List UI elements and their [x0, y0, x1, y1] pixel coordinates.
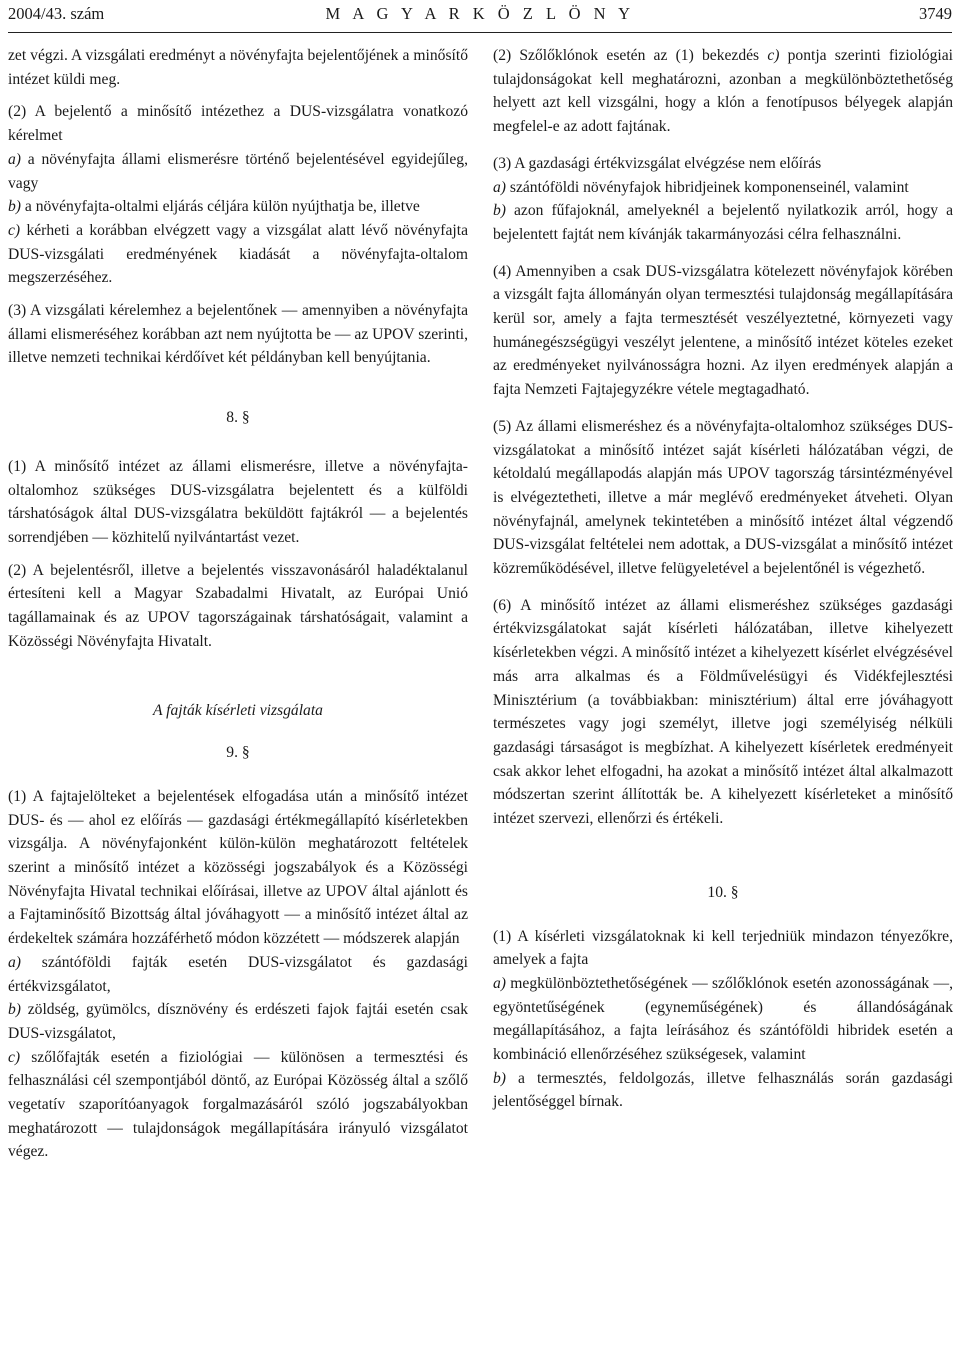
list-item: a) szántóföldi fajták esetén DUS-vizsgálatot és gazdasági értékvizsgálatot,: [8, 953, 468, 995]
paragraph: (3) A gazdasági értékvizsgálat elvégzése nem előírás: [493, 154, 822, 172]
paragraph: (2) Szőlőklónok esetén az (1) bekezdés c) pontja szerinti fiziológiai tulajdonságokat kell meghatározni, azonban a megkülönböztethetőség helyett azt kell vizsgálni, hogy a klón a fenotípusos bélyegek alapján megfelel-e az adott fajtának.: [493, 47, 953, 136]
section-number: 10. §: [707, 883, 739, 901]
journal-title: M A G Y A R K Ö Z L Ö N Y: [325, 4, 635, 23]
section-number: 9. §: [226, 744, 250, 762]
item-label: c): [767, 47, 780, 64]
list-item: c) szőlőfajták esetén a fiziológiai — különösen a termesztési és felhasználási cél szempontjából döntő, az Európai Közösség által a szőlő vegetatív szaporítóanyagok forgalmazásáról szóló jogszabályokban meghatározott — tulajdonságok megállapítására irányuló vizsgálatot végez.: [8, 1048, 468, 1161]
left-column: [8, 44, 468, 1164]
list-item: b) a növényfajta-oltalmi eljárás céljára külön nyújthatja be, illetve: [8, 198, 420, 216]
item-label: a): [493, 974, 506, 992]
list-item: c) kérheti a korábban elvégzett vagy a vizsgálat alatt lévő növényfajta DUS-vizsgálati eredményének kiadását a növényfajta-oltalom megszerzéséhez.: [8, 221, 468, 287]
paragraph: (4) Amennyiben a csak DUS-vizsgálatra kötelezett növényfajok körében a vizsgált fajta állományán olyan termesztési tulajdonság megállapítására kerül sor, amely a fajta termesztését veszélyeztetné, környezeti vagy humánegészségügyi veszélyt jelentene, a minősítő intézet köteles ezeket az eredményeket nyilvánosságra hozni. Az ilyen eredmények alapján a fajta Nemzeti Fajtajegyzékre vétele megtagadható.: [493, 262, 953, 399]
item-label: a): [493, 178, 506, 196]
item-label: b): [8, 1001, 21, 1019]
item-label: b): [8, 198, 21, 216]
item-label: b): [493, 1069, 506, 1087]
page-header: [8, 2, 952, 33]
page-number: 3749: [919, 4, 952, 23]
list-item: a) a növényfajta állami elismerésre történő bejelentésével egyidejűleg, vagy: [8, 150, 468, 192]
item-label: a): [8, 150, 21, 168]
paragraph: (5) Az állami elismeréshez és a növényfajta-oltalomhoz szükséges DUS-vizsgálatokat a minősítő intézet saját kísérleti hálózatában végzi, de kétoldalú megállapodás alapján más UPOV tagország társintézményével is elvégeztetheti, illetve a már meglévő eredményeket átveheti. Olyan növényfajnál, amelynek tekintetében a minősítő intézet által végzendő DUS-vizsgálat feltételei nem adottak, a DUS-vizsgálat a minősítő intézet közreműködésével, illetve felügyeletével a bejelentőnél is végezhető.: [493, 417, 953, 578]
paragraph: (6) A minősítő intézet az állami elismeréshez szükséges gazdasági értékvizsgálatokat saját kísérleti hálózatában, illetve kihelyezett kísérletekben végzi. A minősítő intézet a kihelyezett kísérlet elvégzésével más arra alkalmas és a Földművelésügyi és Vidékfejlesztési Minisztérium (a továbbiakban: minisztérium) által erre jóváhagyott természetes vagy jogi személyt, illetve jogi személyiség nélküli gazdasági társaságot is megbízhat. A kihelyezett kísérletek eredményeit csak akkor lehet elfogadni, ha azokat a minősítő intézet által alkalmazott módszertan szerint állították be. A kihelyezett kísérleteket a minősítő intézet szervezi, ellenőrzi és értékeli.: [493, 596, 953, 828]
paragraph: (3) A vizsgálati kérelemhez a bejelentőnek — amennyiben a növényfajta állami elismeréséhez korábban azt nem nyújtotta be — az UPOV szerinti, illetve nemzeti technikai kérdőívet két példányban kell benyújtania.: [8, 302, 469, 367]
list-item: b) zöldség, gyümölcs, dísznövény és erdészeti fajok fajtái esetén csak DUS-vizsgálatot,: [8, 1001, 468, 1042]
item-label: a): [8, 953, 21, 971]
list-item: b) azon fűfajoknál, amelyeknél a bejelentő nyilatkozik arról, hogy a bejelentett fajtát nem kívánják takarmányozási célra felhasználni.: [493, 202, 953, 243]
section-number: 8. §: [226, 409, 250, 427]
paragraph: zet végzi. A vizsgálati eredményt a növényfajta bejelentőjének a minősítő intézet küldi meg.: [8, 47, 468, 88]
paragraph: (1) A minősítő intézet az állami elismerésre, illetve a növényfajta-oltalomhoz szükséges DUS-vizsgálatra bejelentett és a külföldi társhatóságok által DUS-vizsgálatra beküldött fajtákról — a bejelentés sorrendjében — közhitelű nyilvántartást vezet.: [8, 457, 468, 546]
paragraph: (2) A bejelentő a minősítő intézethez a DUS-vizsgálatra vonatkozó kérelmet: [8, 103, 468, 145]
paragraph: (1) A fajtajelölteket a bejelentések elfogadása után a minősítő intézet DUS- és — ahol ez előírás — gazdasági értékmegállapító kísérletekben vizsgálja. A növényfajonként külön-külön meghatározott feltételek szerint a minősítő intézet a közösségi jogszabályok és a Közösségi Növényfajta Hivatal technikai előírásai, illetve az UPOV által ajánlott és a Fajtaminősítő Bizottság által jóváhagyott — a minősítő intézet által az érdekeltek számára hozzáférhető módon közzétett — módszerek alapján: [8, 787, 468, 948]
paragraph: (1) A kísérleti vizsgálatoknak ki kell terjedniük mindazon tényezőkre, amelyek a fajta: [493, 927, 953, 969]
section-heading: A fajták kísérleti vizsgálata: [153, 702, 323, 720]
list-item: a) szántóföldi növényfajok hibridjeinek komponenseinél, valamint: [493, 178, 909, 196]
item-label: c): [8, 221, 21, 239]
right-column: [493, 44, 953, 1114]
list-item: a) megkülönböztethetőségének — szőlőklónok esetén azonosságának —, egyöntetűségének (egyneműségének) és állandóságának megállapításához, a fajta leírásához és szántóföldi hibridek esetén a kombináció ellenőrzéséhez szükségesek, valamint: [493, 974, 953, 1064]
item-label: c): [8, 1048, 21, 1066]
paragraph: (2) A bejelentésről, illetve a bejelentés visszavonásáról haladéktalanul értesíteni kell a Magyar Szabadalmi Hivatalt, az Európai Unió tagállamainak és az UPOV tagországainak társhatóságait, valamint a Közösségi Növényfajta Hivatalt.: [8, 561, 468, 650]
list-item: b) a termesztés, feldolgozás, illetve felhasználás során gazdasági jelentőséggel bírnak.: [493, 1069, 953, 1111]
item-label: b): [493, 202, 506, 220]
issue-number: 2004/43. szám: [8, 4, 105, 23]
